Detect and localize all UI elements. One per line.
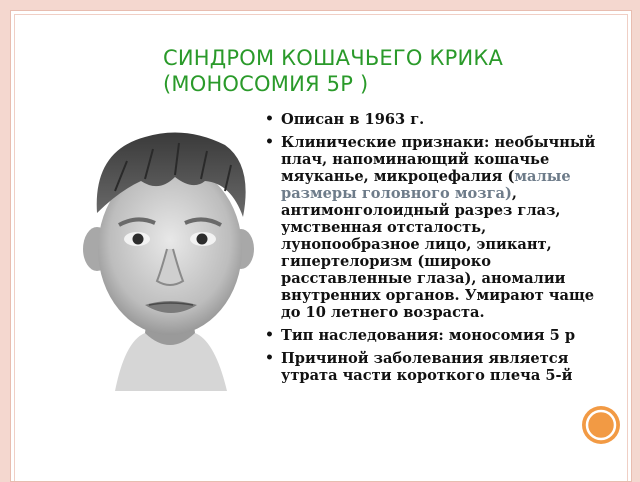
slide	[10, 10, 632, 482]
list-item	[265, 111, 615, 128]
bullet-text-discovery: Описан в 1963 г.	[281, 111, 425, 128]
list-item	[265, 350, 615, 384]
bullet-icon: •	[265, 111, 274, 127]
bullet-text-clinical-end: , антимонголоидный разрез глаз, умственная отсталость, лунопообразное лицо, эпикант, гипертелоризм (широко расставленные глаза), аномалии внутренних органов. Умирают чаще до 10 летнего возраста.	[281, 185, 595, 321]
bullet-text-cause: Причиной заболевания является утрата части короткого плеча 5-й	[281, 350, 573, 384]
microcephaly-link[interactable]: малые размеры головного мозга)	[281, 168, 571, 202]
bullet-icon: •	[265, 327, 274, 343]
bullet-list	[265, 111, 615, 384]
bullet-text-inheritance: Тип наследования: моносомия 5 р	[281, 327, 576, 344]
list-item	[265, 327, 615, 344]
list-item	[265, 134, 615, 321]
orange-circle-icon	[581, 405, 621, 445]
bullet-icon: •	[265, 350, 274, 366]
slide-title	[163, 45, 603, 97]
bullet-text-clinical-start: Клинические признаки: необычный плач, напоминающий кошачье мяуканье, микроцефалия (	[281, 134, 596, 185]
bullet-content	[265, 111, 615, 390]
title-line-2: (МОНОСОМИЯ 5Р )	[163, 72, 369, 96]
bullet-icon: •	[265, 134, 274, 150]
title-line-1: СИНДРОМ КОШАЧЬЕГО КРИКА	[163, 46, 504, 70]
child-portrait-photo	[75, 121, 265, 391]
